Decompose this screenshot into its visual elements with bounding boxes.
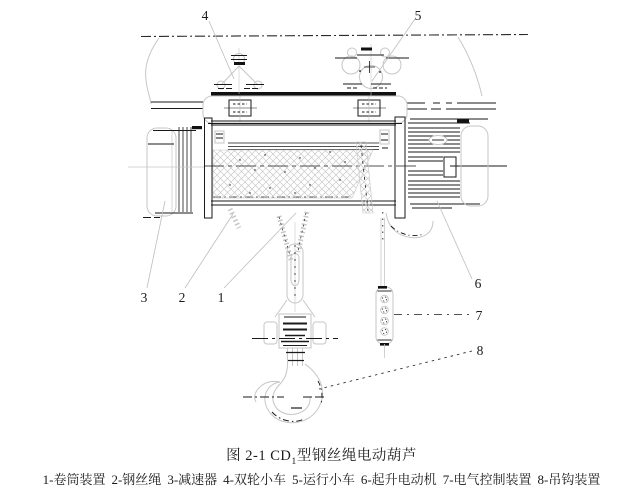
legend-item: 2-钢丝绳 [111, 472, 162, 487]
hoist-motor [386, 119, 507, 238]
callout-2: 2 [178, 290, 186, 305]
gearbox [128, 126, 204, 218]
hook-shank [286, 348, 305, 366]
callout-5: 5 [414, 8, 422, 23]
hook [243, 364, 326, 423]
leader-1 [224, 213, 296, 288]
caption-subscript: 1 [291, 455, 297, 467]
leader-6 [437, 201, 472, 279]
callout-6: 6 [474, 276, 482, 291]
rope-drum [204, 143, 416, 198]
caption-suffix: 型钢丝绳电动葫芦 [296, 448, 417, 464]
legend-item: 4-双轮小车 [223, 472, 286, 487]
wheel-hub-right [353, 96, 386, 122]
figure-legend [0, 469, 643, 488]
legend-item: 5-运行小车 [292, 472, 355, 487]
trolley-plate [203, 92, 407, 124]
wheel-hub-left [224, 96, 257, 122]
legend-item: 3-减速器 [167, 472, 218, 487]
monorail-beam [141, 35, 528, 110]
pendant-cable [381, 212, 385, 287]
hook-assembly [243, 222, 338, 423]
callout-4: 4 [201, 8, 209, 23]
pendant-controller [376, 286, 393, 358]
legend-item: 8-吊钩装置 [537, 472, 601, 487]
legend-item: 1-卷筒装置 [42, 472, 106, 487]
leader-5 [372, 19, 415, 81]
callout-8: 8 [476, 343, 484, 358]
legend-item: 6-起升电动机 [360, 472, 437, 487]
leader-3 [147, 201, 165, 288]
rope-guide-right [380, 130, 389, 148]
motor-cable-loop [386, 213, 433, 238]
running-trolley [335, 44, 409, 96]
double-wheel-trolley [214, 48, 264, 94]
gearbox-flange [179, 127, 191, 212]
figure-caption [0, 444, 643, 467]
rope-guide-left [215, 131, 224, 143]
caption-prefix: 图 2-1 CD [226, 448, 292, 464]
callout-7: 7 [475, 308, 483, 323]
callout-1: 1 [217, 290, 225, 305]
leader-2 [185, 214, 233, 288]
pendant-buttons [381, 295, 389, 335]
leader-4 [209, 21, 234, 79]
legend-item: 7-电气控制装置 [442, 472, 532, 487]
callout-3: 3 [140, 290, 148, 305]
leader-8 [319, 351, 472, 389]
